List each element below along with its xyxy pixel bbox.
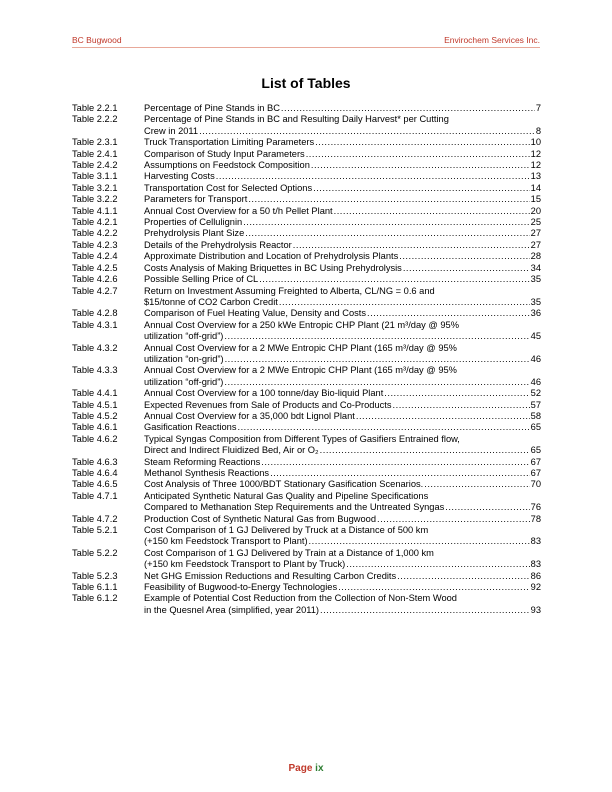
table-number: Table 6.1.1 [72, 582, 118, 593]
page-label: Page [288, 763, 313, 774]
table-page-number: 12 [530, 160, 541, 171]
table-number: Table 3.2.1 [72, 182, 118, 193]
dot-leader [248, 194, 529, 205]
table-title-last-line [144, 388, 541, 399]
table-entry[interactable] [72, 422, 541, 433]
table-title-line: Cost Comparison of 1 GJ Delivered by Truck at a Distance of 500 km [144, 525, 429, 536]
table-title-last-line [144, 502, 541, 513]
table-entry-body [144, 103, 541, 114]
table-page-number: 86 [530, 570, 541, 581]
table-title-last-line [144, 137, 541, 148]
table-title-text: Direct and Indirect Fluidized Bed, Air or O₂ [144, 445, 319, 456]
table-entry[interactable] [72, 479, 541, 490]
table-number: Table 5.2.1 [72, 525, 118, 536]
table-number: Table 4.6.3 [72, 456, 118, 467]
table-number: Table 4.1.1 [72, 205, 118, 216]
table-page-number: 65 [530, 422, 541, 433]
table-number: Table 4.2.3 [72, 239, 118, 250]
table-entry-body [144, 491, 541, 514]
dot-leader [377, 514, 530, 525]
table-entry[interactable] [72, 308, 541, 319]
dot-leader [259, 274, 529, 285]
dot-leader [245, 228, 529, 239]
dot-leader [309, 536, 530, 547]
table-title-last-line [144, 206, 541, 217]
table-page-number: 13 [530, 171, 541, 182]
table-entry[interactable] [72, 160, 541, 171]
table-number: Table 6.1.2 [72, 593, 118, 604]
table-entry-body [144, 468, 541, 479]
table-page-number: 10 [530, 137, 541, 148]
table-entry-body [144, 593, 541, 616]
table-entry-body [144, 571, 541, 582]
table-title-last-line [144, 103, 541, 114]
table-entry-body [144, 411, 541, 422]
table-title-text: Production Cost of Synthetic Natural Gas from Bugwood [144, 513, 377, 524]
table-entry-body [144, 251, 541, 262]
table-entry[interactable] [72, 365, 541, 388]
table-page-number: 78 [530, 513, 541, 524]
table-page-number: 83 [530, 536, 541, 547]
page-footer [0, 763, 612, 774]
dot-leader [367, 308, 530, 319]
table-title-text: Feasibility of Bugwood-to-Energy Technologies [144, 582, 338, 593]
table-number: Table 4.5.1 [72, 399, 118, 410]
table-entry-body [144, 308, 541, 319]
header-divider [72, 47, 540, 48]
table-title-line: Typical Syngas Composition from Different Types of Gasifiers Entrained flow, [144, 433, 460, 444]
dot-leader [270, 468, 530, 479]
table-page-number: 65 [530, 445, 541, 456]
table-title-last-line [144, 582, 541, 593]
table-title-text: Annual Cost Overview for a 100 tonne/day Bio-liquid Plant [144, 388, 384, 399]
table-entry-body [144, 217, 541, 228]
table-title-text: (+150 km Feedstock Transport to Plant by Truck) [144, 559, 346, 570]
table-page-number: 92 [530, 582, 541, 593]
table-title-text: Expected Revenues from Sale of Products and Co-Products [144, 399, 392, 410]
dot-leader [445, 502, 529, 513]
table-title-text: $15/tonne of CO2 Carbon Credit [144, 296, 278, 307]
table-entry-body [144, 388, 541, 399]
dot-leader [261, 457, 529, 468]
table-number: Table 4.7.1 [72, 490, 118, 501]
table-title-text: Gasification Reactions [144, 422, 237, 433]
table-entry-body [144, 514, 541, 525]
table-entry-body [144, 320, 541, 343]
table-entry-body [144, 114, 541, 137]
table-page-number: 8 [535, 125, 541, 136]
dot-leader [346, 559, 529, 570]
dot-leader [224, 331, 529, 342]
header-left: BC Bugwood [72, 35, 122, 45]
table-title-last-line [144, 468, 541, 479]
table-page-number: 7 [535, 103, 541, 113]
dot-leader [306, 149, 530, 160]
table-entry-body [144, 274, 541, 285]
table-entry-body [144, 548, 541, 571]
table-title-text: Methanol Synthesis Reactions [144, 468, 270, 478]
table-page-number: 83 [530, 559, 541, 570]
table-entry[interactable] [72, 149, 541, 160]
table-title-text: Comparison of Study Input Parameters [144, 148, 305, 159]
table-title-last-line [144, 297, 541, 308]
page-title: List of Tables [261, 75, 351, 91]
dot-leader [393, 400, 530, 411]
table-entry[interactable] [72, 251, 541, 262]
page-number: ix [315, 763, 324, 774]
table-page-number: 15 [530, 194, 541, 205]
table-entry[interactable] [72, 388, 541, 399]
table-entry-body [144, 160, 541, 171]
table-title-last-line [144, 149, 541, 160]
table-title-last-line [144, 354, 541, 365]
table-entry[interactable] [72, 434, 541, 457]
table-entry-body [144, 286, 541, 309]
table-title-line: Annual Cost Overview for a 250 kWe Entropic CHP Plant (21 m³/day @ 95% [144, 319, 459, 330]
table-page-number: 12 [530, 148, 541, 159]
table-title-line: Percentage of Pine Stands in BC and Resulting Daily Harvest* per Cutting [144, 114, 449, 125]
table-entry-body [144, 434, 541, 457]
table-entry[interactable] [72, 206, 541, 217]
list-of-tables [72, 103, 541, 616]
table-entry[interactable] [72, 137, 541, 148]
table-number: Table 3.2.2 [72, 194, 118, 205]
dot-leader [424, 479, 529, 490]
table-title-text: Assumptions on Feedstock Composition [144, 160, 310, 171]
table-title-last-line [144, 171, 541, 182]
table-number: Table 2.2.2 [72, 114, 118, 125]
table-page-number: 46 [530, 353, 541, 364]
table-title-last-line [144, 377, 541, 388]
table-entry[interactable] [72, 491, 541, 514]
table-entry-body [144, 171, 541, 182]
table-title-text: Approximate Distribution and Location of Prehydrolysis Plants [144, 251, 399, 262]
table-title-line: Annual Cost Overview for a 2 MWe Entropic CHP Plant (165 m³/day @ 95% [144, 365, 457, 376]
table-title-text: Transportation Cost for Selected Options [144, 182, 313, 193]
table-title-text: Compared to Methanation Step Requirements and the Untreated Syngas [144, 502, 445, 513]
table-title-text: Net GHG Emission Reductions and Resulting Carbon Credits [144, 570, 397, 581]
dot-leader [279, 297, 530, 308]
dot-leader [397, 571, 529, 582]
table-entry[interactable] [72, 274, 541, 285]
table-page-number: 36 [530, 308, 541, 319]
dot-leader [293, 240, 530, 251]
table-entry[interactable] [72, 171, 541, 182]
table-title-text: Properties of Cellulignin [144, 217, 243, 228]
table-title-text: Costs Analysis of Making Briquettes in BC Using Prehydrolysis [144, 262, 402, 273]
table-number: Table 4.3.2 [72, 342, 118, 353]
table-title-line: Annual Cost Overview for a 2 MWe Entropic CHP Plant (165 m³/day @ 95% [144, 342, 457, 353]
table-page-number: 67 [530, 468, 541, 478]
table-title-last-line [144, 160, 541, 171]
table-entry[interactable] [72, 457, 541, 468]
table-title-text: utilization “off-grid”) [144, 376, 224, 387]
dot-leader [281, 103, 535, 114]
table-entry[interactable] [72, 114, 541, 137]
table-title-last-line [144, 194, 541, 205]
table-number: Table 4.4.1 [72, 388, 118, 399]
table-entry[interactable] [72, 183, 541, 194]
table-number: Table 5.2.2 [72, 547, 118, 558]
table-entry-body [144, 206, 541, 217]
table-entry[interactable] [72, 228, 541, 239]
table-entry[interactable] [72, 320, 541, 343]
table-title-line: Return on Investment Assuming Freighted to Alberta, CL/NG = 0.6 and [144, 285, 435, 296]
dot-leader [199, 126, 535, 137]
table-title-text: Prehydrolysis Plant Size [144, 228, 245, 239]
table-title-text: utilization “on-grid”) [144, 353, 224, 364]
table-page-number: 45 [530, 331, 541, 342]
table-entry-body [144, 479, 541, 490]
table-title-text: Crew in 2011 [144, 125, 199, 136]
table-entry[interactable] [72, 571, 541, 582]
table-page-number: 27 [530, 239, 541, 250]
dot-leader [311, 160, 530, 171]
dot-leader [238, 422, 530, 433]
table-title-last-line [144, 400, 541, 411]
table-number: Table 3.1.1 [72, 171, 118, 182]
table-number: Table 4.2.7 [72, 285, 118, 296]
table-title-last-line [144, 422, 541, 433]
table-entry[interactable] [72, 548, 541, 571]
table-title-last-line [144, 536, 541, 547]
dot-leader [384, 388, 529, 399]
table-page-number: 25 [530, 217, 541, 228]
dot-leader [403, 263, 530, 274]
table-entry-body [144, 263, 541, 274]
table-title-last-line [144, 571, 541, 582]
table-title-text: Annual Cost Overview for a 50 t/h Pellet Plant [144, 205, 333, 216]
dot-leader [216, 171, 530, 182]
dot-leader [313, 183, 530, 194]
table-title-last-line [144, 308, 541, 319]
dot-leader [243, 217, 529, 228]
table-entry[interactable] [72, 582, 541, 593]
table-title-last-line [144, 479, 541, 490]
table-page-number: 76 [530, 502, 541, 513]
table-title-line: Cost Comparison of 1 GJ Delivered by Train at a Distance of 1,000 km [144, 547, 434, 558]
dot-leader [356, 411, 530, 422]
table-title-last-line [144, 251, 541, 262]
table-title-text: Steam Reforming Reactions [144, 456, 261, 467]
table-title-line: Example of Potential Cost Reduction from the Collection of Non-Stem Wood [144, 593, 457, 604]
table-title-last-line [144, 217, 541, 228]
table-entry[interactable] [72, 514, 541, 525]
dot-leader [320, 605, 530, 616]
table-page-number: 14 [530, 182, 541, 193]
table-number: Table 4.6.1 [72, 422, 118, 433]
table-entry[interactable] [72, 194, 541, 205]
table-title-last-line [144, 240, 541, 251]
table-number: Table 2.2.1 [72, 103, 118, 113]
table-entry[interactable] [72, 525, 541, 548]
table-entry-body [144, 194, 541, 205]
table-title-text: Parameters for Transport [144, 194, 248, 205]
table-title-text: Details of the Prehydrolysis Reactor [144, 239, 292, 250]
table-number: Table 4.6.4 [72, 468, 118, 478]
table-title-last-line [144, 559, 541, 570]
table-entry[interactable] [72, 263, 541, 274]
table-title-last-line [144, 605, 541, 616]
table-page-number: 46 [530, 376, 541, 387]
table-title-last-line [144, 274, 541, 285]
table-entry-body [144, 582, 541, 593]
header-right: Envirochem Services Inc. [444, 35, 540, 45]
table-number: Table 4.5.2 [72, 410, 118, 421]
table-page-number: 58 [530, 410, 541, 421]
table-page-number: 93 [530, 604, 541, 615]
table-entry-body [144, 400, 541, 411]
table-page-number: 67 [530, 456, 541, 467]
table-number: Table 2.4.1 [72, 148, 118, 159]
table-title-text: Annual Cost Overview for a 35,000 bdt Lignol Plant [144, 410, 355, 421]
table-title-last-line [144, 514, 541, 525]
table-entry-body [144, 365, 541, 388]
table-page-number: 20 [530, 205, 541, 216]
table-title-text: Truck Transportation Limiting Parameters [144, 137, 315, 148]
table-page-number: 27 [530, 228, 541, 239]
table-title-text: in the Quesnel Area (simplified, year 2011) [144, 604, 320, 615]
table-entry-body [144, 525, 541, 548]
table-entry[interactable] [72, 411, 541, 422]
table-number: Table 2.4.2 [72, 160, 118, 171]
table-number: Table 4.3.3 [72, 365, 118, 376]
table-page-number: 57 [530, 399, 541, 410]
dot-leader [338, 582, 530, 593]
table-title-text: Percentage of Pine Stands in BC [144, 103, 280, 113]
table-entry[interactable] [72, 217, 541, 228]
table-title-text: Comparison of Fuel Heating Value, Density and Costs [144, 308, 367, 319]
table-number: Table 4.7.2 [72, 513, 118, 524]
table-entry-body [144, 343, 541, 366]
table-title-text: (+150 km Feedstock Transport to Plant) [144, 536, 308, 547]
dot-leader [399, 251, 529, 262]
table-entry-body [144, 228, 541, 239]
table-entry-body [144, 137, 541, 148]
table-page-number: 34 [530, 262, 541, 273]
table-number: Table 4.6.5 [72, 479, 118, 490]
table-entry[interactable] [72, 593, 541, 616]
table-entry-body [144, 240, 541, 251]
table-title-last-line [144, 457, 541, 468]
table-title-text: Cost Analysis of Three 1000/BDT Stationary Gasification Scenarios. [144, 479, 424, 490]
table-page-number: 35 [530, 274, 541, 285]
table-title-text: Harvesting Costs [144, 171, 215, 182]
table-title-last-line [144, 126, 541, 137]
table-number: Table 4.2.2 [72, 228, 118, 239]
table-title-last-line [144, 445, 541, 456]
table-entry[interactable] [72, 286, 541, 309]
table-number: Table 4.2.6 [72, 274, 118, 285]
table-number: Table 4.3.1 [72, 319, 118, 330]
dot-leader [315, 137, 529, 148]
table-number: Table 4.2.1 [72, 217, 118, 228]
table-entry[interactable] [72, 343, 541, 366]
table-entry-body [144, 149, 541, 160]
table-page-number: 28 [530, 251, 541, 262]
table-title-last-line [144, 263, 541, 274]
table-title-last-line [144, 331, 541, 342]
dot-leader [320, 445, 530, 456]
table-entry[interactable] [72, 468, 541, 479]
dot-leader [225, 354, 530, 365]
table-title-text: utilization “off-grid”) [144, 331, 224, 342]
table-number: Table 4.2.4 [72, 251, 118, 262]
table-entry[interactable] [72, 240, 541, 251]
table-number: Table 4.2.8 [72, 308, 118, 319]
table-title-last-line [144, 183, 541, 194]
table-page-number: 52 [530, 388, 541, 399]
table-page-number: 35 [530, 296, 541, 307]
table-number: Table 4.2.5 [72, 262, 118, 273]
table-entry[interactable] [72, 103, 541, 114]
table-entry[interactable] [72, 400, 541, 411]
table-title-text: Possible Selling Price of CL [144, 274, 259, 285]
table-number: Table 5.2.3 [72, 570, 118, 581]
dot-leader [334, 206, 530, 217]
dot-leader [224, 377, 529, 388]
table-title-line: Anticipated Synthetic Natural Gas Quality and Pipeline Specifications [144, 490, 429, 501]
table-entry-body [144, 183, 541, 194]
table-entry-body [144, 422, 541, 433]
table-page-number: 70 [530, 479, 541, 490]
table-number: Table 2.3.1 [72, 137, 118, 148]
table-number: Table 4.6.2 [72, 433, 118, 444]
table-title-last-line [144, 411, 541, 422]
table-title-last-line [144, 228, 541, 239]
table-entry-body [144, 457, 541, 468]
